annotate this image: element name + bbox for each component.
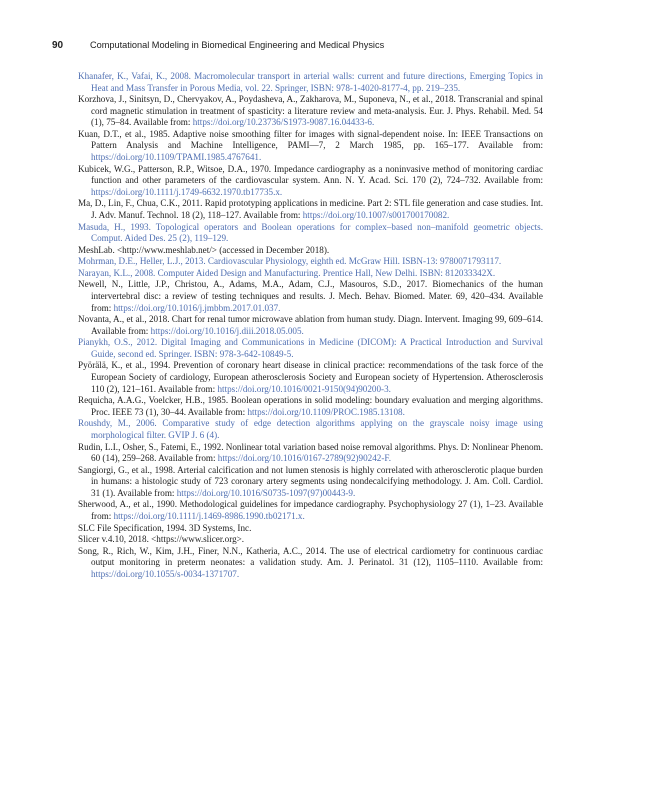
reference-text: Requicha, A.A.G., Voelcker, H.B., 1985. Boolean operations in solid modeling: boundary evaluation and merging algorithms. Proc. IEEE 73 (1), 30–44. Available from:: [78, 395, 543, 417]
reference-text: Korzhova, J., Sinitsyn, D., Chervyakov, A., Poydasheva, A., Zakharova, M., Suponeva, N., et al., 2018. Transcranial and spinal cord magnetic stimulation in treatment of spasticity: a literature review and meta-analysis. Eur. J. Phys. Rehabil. Med. 54 (1), 75–84. Available from:: [78, 94, 543, 128]
page-number: 90: [52, 40, 64, 51]
doi-link[interactable]: https://doi.org/10.1055/s-0034-1371707.: [91, 568, 240, 579]
reference-item: [78, 314, 543, 337]
running-title: Computational Modeling in Biomedical Engineering and Medical Physics: [90, 40, 385, 50]
reference-item: [78, 465, 543, 500]
reference-item[interactable]: [78, 418, 543, 441]
doi-link[interactable]: https://doi.org/10.1109/TPAMI.1985.4767641.: [91, 152, 262, 163]
reference-text: Song, R., Rich, W., Kim, J.H., Finer, N.N., Katheria, A.C., 2014. The use of electrical cardiometry for continuous cardiac output monitoring in preterm neonates: a validation study. Am. J. Perinatol. 31 (12), 1105–1110. Available from:: [78, 545, 543, 568]
reference-text: Ma, D., Lin, F., Chua, C.K., 2011. Rapid prototyping applications in medicine. Part 2: STL file generation and case studies. Int. J. Adv. Manuf. Technol. 18 (2), 118–127. Available from:: [78, 198, 543, 220]
reference-item: [78, 442, 543, 465]
reference-item: [78, 523, 543, 535]
reference-item[interactable]: [78, 256, 543, 268]
doi-link[interactable]: https://doi.org/10.1016/0167-2789(92)90242-F.: [217, 453, 392, 464]
reference-item[interactable]: [78, 268, 543, 280]
reference-item[interactable]: [78, 337, 543, 360]
reference-item: [78, 546, 543, 581]
reference-text: Mohrman, D.E., Heller, L.J., 2013. Cardiovascular Physiology, eighth ed. McGraw Hill. ISBN-13: 9780071793117.: [78, 256, 502, 267]
doi-link[interactable]: https://doi.org/10.1016/j.diii.2018.05.005.: [150, 325, 304, 336]
reference-list: [78, 71, 543, 580]
reference-item[interactable]: [78, 222, 543, 245]
reference-item: [78, 534, 543, 546]
running-header: [52, 40, 612, 54]
reference-item: [78, 499, 543, 522]
reference-item: [78, 129, 543, 164]
reference-text: SLC File Specification, 1994. 3D Systems, Inc.: [78, 522, 252, 533]
doi-link[interactable]: https://doi.org/10.1007/s001700170082.: [302, 209, 450, 220]
reference-item[interactable]: [78, 71, 543, 94]
reference-text: Kubicek, W.G., Patterson, R.P., Witsoe, D.A., 1970. Impedance cardiography as a noninvasive method of monitoring cardiac function and other parameters of the cardiovascular system. Ann. N. Y. Acad. Sci. 170 (2), 724–732. Available from:: [78, 163, 543, 186]
reference-text: Slicer v.4.10, 2018. <https://www.slicer.org>.: [78, 534, 245, 545]
reference-text: Newell, N., Little, J.P., Christou, A., Adams, M.A., Adam, C.J., Masouros, S.D., 2017. Biomechanics of the human intervertebral disc: a review of testing techniques and results. J. Mech. Behav. Biomed. Mater. 69, 420–434. Available from:: [78, 279, 543, 313]
doi-link[interactable]: https://doi.org/10.1016/S0735-1097(97)00443-9.: [176, 487, 356, 498]
doi-link[interactable]: https://doi.org/10.1016/j.jmbbm.2017.01.037.: [113, 302, 281, 313]
reference-text: Sangiorgi, G., et al., 1998. Arterial calcification and not lumen stenosis is highly correlated with atherosclerotic plaque burden in humans: a histologic study of 723 coronary artery segments using nondecalcifying methodology. J. Am. Coll. Cardiol. 31 (1). Available from:: [78, 464, 543, 498]
reference-text: Khanafer, K., Vafai, K., 2008. Macromolecular transport in arterial walls: current and future directions, Emerging Topics in Heat and Mass Transfer in Porous Media, vol. 22. Springer, ISBN: 978-1-4020-8177-4, pp. 219–235.: [78, 71, 543, 93]
doi-link[interactable]: https://doi.org/10.1111/j.1749-6632.1970.tb17735.x.: [91, 186, 283, 197]
reference-text: Pianykh, O.S., 2012. Digital Imaging and Communications in Medicine (DICOM): A Practical Introduction and Survival Guide, second ed. Springer. ISBN: 978-3-642-10849-5.: [78, 337, 543, 359]
reference-item: [78, 198, 543, 221]
doi-link[interactable]: https://doi.org/10.23736/S1973-9087.16.04433-6.: [192, 117, 375, 128]
doi-link[interactable]: https://doi.org/10.1109/PROC.1985.13108.: [247, 406, 405, 417]
reference-item: [78, 360, 543, 395]
reference-text: Novanta, A., et al., 2018. Chart for renal tumor microwave ablation from human study. Diagn. Intervent. Imaging 99, 609–614. Available from:: [78, 314, 543, 336]
reference-text: Sherwood, A., et al., 1990. Methodological guidelines for impedance cardiography. Psychophysiology 27 (1), 1–23. Available from:: [78, 499, 543, 521]
reference-text: Rudin, L.I., Osher, S., Fatemi, E., 1992. Nonlinear total variation based noise removal algorithms. Phys. D: Nonlinear Phenom. 60 (14), 259–268. Available from:: [78, 441, 543, 464]
reference-item: [78, 94, 543, 129]
reference-item: [78, 164, 543, 199]
doi-link[interactable]: https://doi.org/10.1016/0021-9150(94)90200-3.: [217, 383, 391, 394]
reference-item: [78, 279, 543, 314]
reference-text: Pyörälä, K., et al., 1994. Prevention of coronary heart disease in clinical practice: recommendations of the task force of the European Society of cardiology, European atherosclerosis Society and European society of Hypertension. Atherosclerosis 110 (2), 121–161. Available from:: [78, 360, 543, 394]
reference-item: [78, 395, 543, 418]
reference-text: Masuda, H., 1993. Topological operators and Boolean operations for complex–based non–manifold geometric objects. Comput. Aided Des. 25 (2), 119–129.: [78, 221, 543, 244]
reference-text: MeshLab. <http://www.meshlab.net/> (accessed in December 2018).: [78, 244, 330, 255]
doi-link[interactable]: https://doi.org/10.1111/j.1469-8986.1990.tb02171.x.: [113, 510, 305, 521]
reference-item: [78, 245, 543, 257]
reference-text: Kuan, D.T., et al., 1985. Adaptive noise smoothing filter for images with signal-dependent noise. In: IEEE Transactions on Pattern Analysis and Machine Intelligence, PAMI—7, 2 March 1985, pp. 165–177. Available from:: [78, 128, 543, 151]
reference-text: Roushdy, M., 2006. Comparative study of edge detection algorithms applying on the grayscale noisy image using morphological filter. GVIP J. 6 (4).: [78, 418, 543, 440]
reference-text: Narayan, K.L., 2008. Computer Aided Design and Manufacturing. Prentice Hall, New Delhi. ISBN: 812033342X.: [78, 267, 496, 278]
